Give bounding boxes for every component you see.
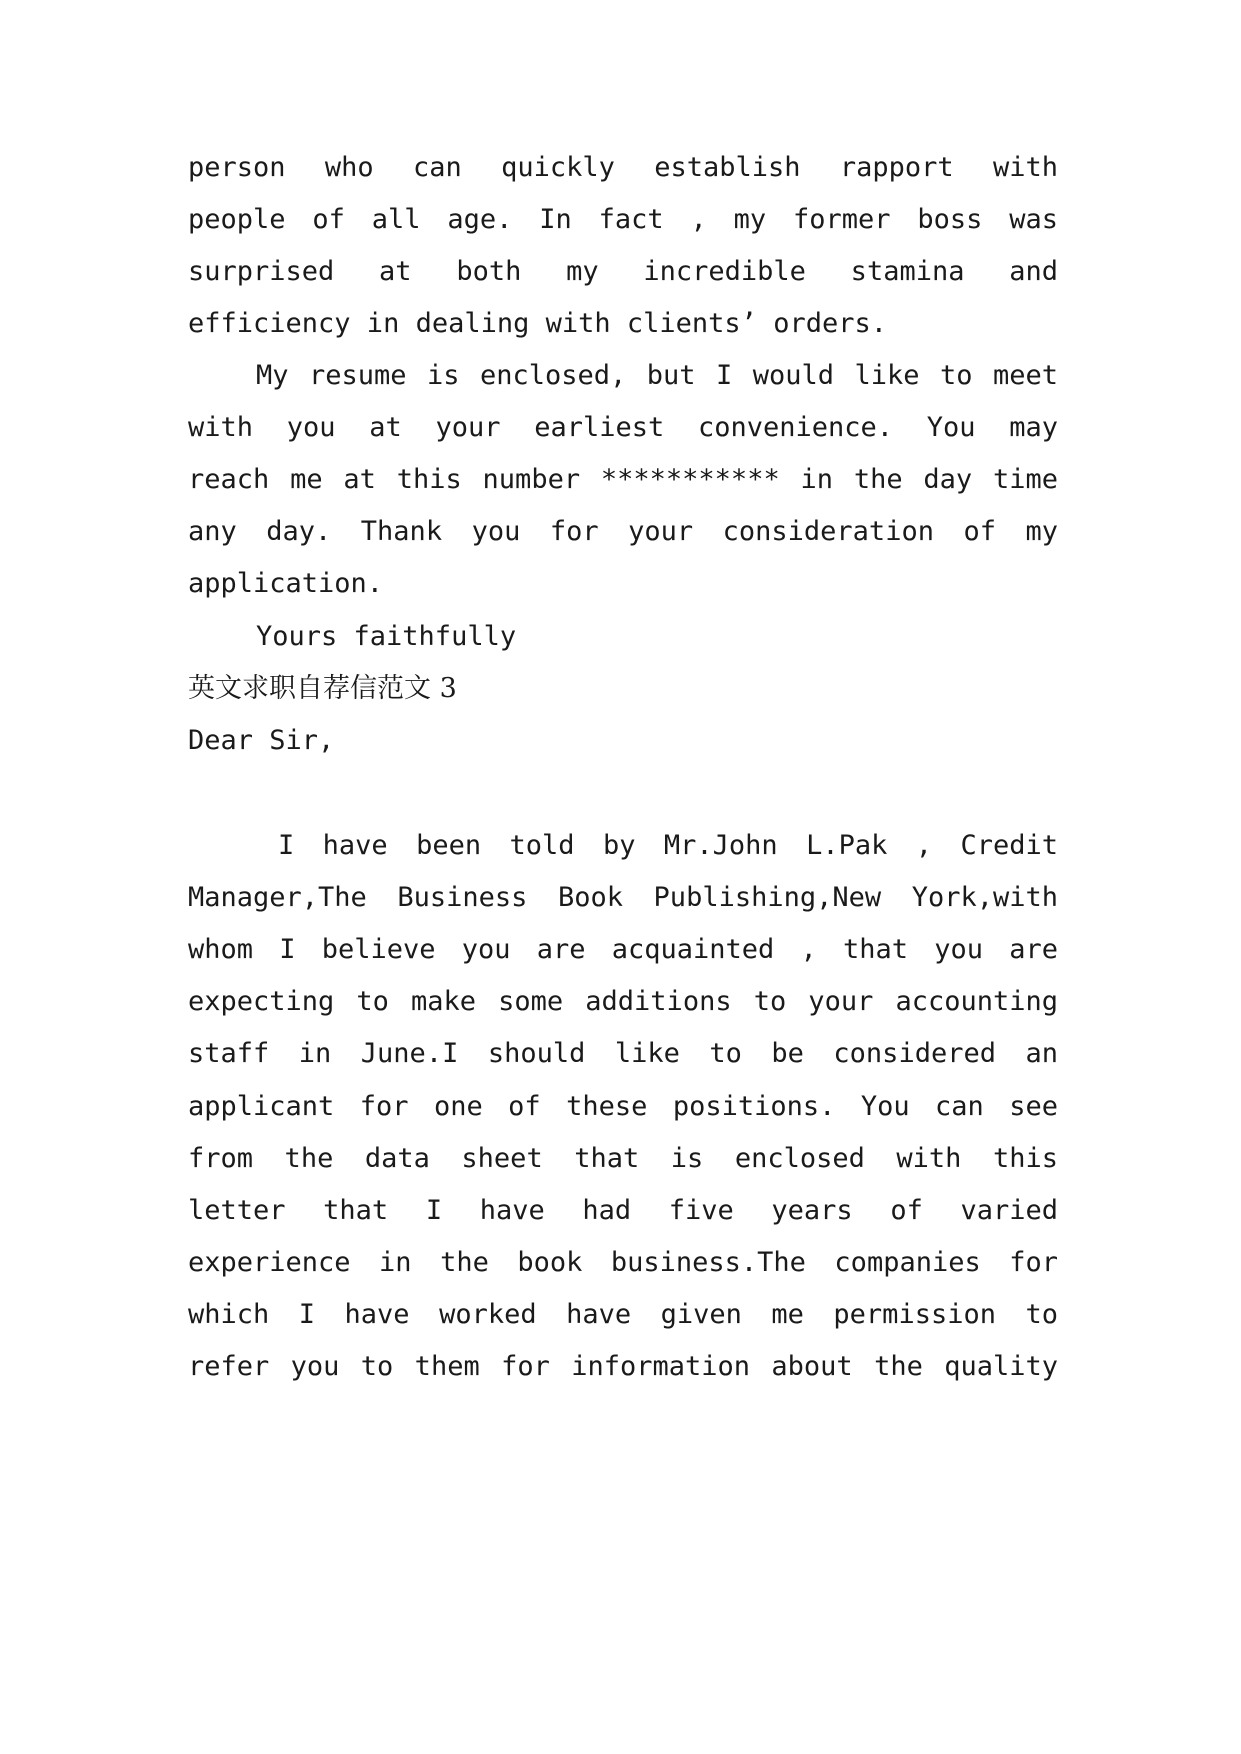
body-line: any day. Thank you for your consideration of my xyxy=(188,516,1058,547)
body-line: Manager,The Business Book Publishing,New York,with xyxy=(188,882,1058,913)
body-line: with you at your earliest convenience. You may xyxy=(188,412,1058,443)
body-line: from the data sheet that is enclosed with this xyxy=(188,1143,1058,1174)
salutation: Dear Sir, xyxy=(188,725,335,756)
body-line: applicant for one of these positions. You can see xyxy=(188,1091,1058,1122)
body-line: expecting to make some additions to your accounting xyxy=(188,986,1058,1017)
section-heading: 英文求职自荐信范文 3 xyxy=(188,673,457,704)
body-line: refer you to them for information about the quality xyxy=(188,1351,1058,1382)
body-line: people of all age. In fact , my former boss was xyxy=(188,204,1058,235)
body-line: person who can quickly establish rapport with xyxy=(188,152,1058,183)
body-line: staff in June.I should like to be considered an xyxy=(188,1038,1058,1069)
body-line: letter that I have had five years of varied xyxy=(188,1195,1058,1226)
body-line: whom I believe you are acquainted , that you are xyxy=(188,934,1058,965)
body-line: My resume is enclosed, but I would like to meet xyxy=(256,360,1058,391)
body-line: reach me at this number *********** in the day time xyxy=(188,464,1058,495)
body-line: efficiency in dealing with clients’ orders. xyxy=(188,308,887,339)
body-line: which I have worked have given me permission to xyxy=(188,1299,1058,1330)
body-line: application. xyxy=(188,568,384,599)
closing: Yours faithfully xyxy=(256,621,517,652)
body-line: surprised at both my incredible stamina and xyxy=(188,256,1058,287)
body-line: I have been told by Mr.John L.Pak , Credit xyxy=(278,830,1058,861)
body-line: experience in the book business.The companies for xyxy=(188,1247,1058,1278)
